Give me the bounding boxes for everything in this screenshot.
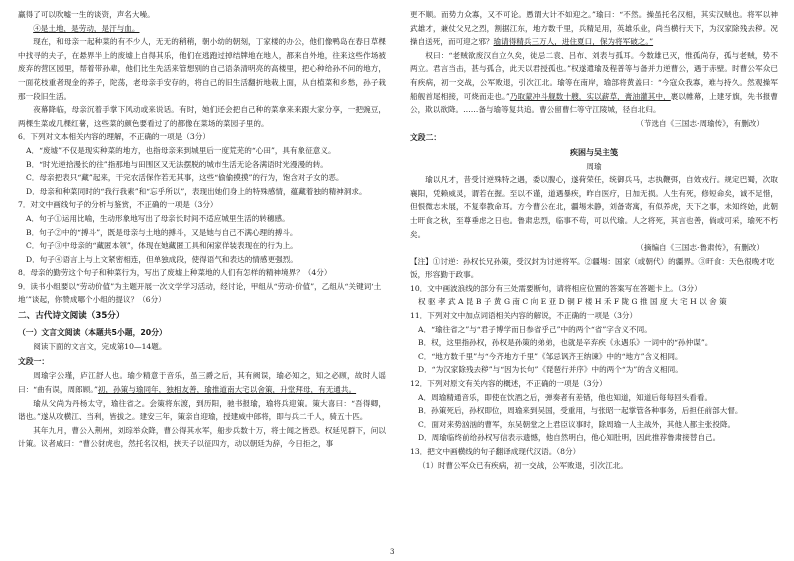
question-6-option-d: D．母亲和种菜同时的“我行我素”和“忘乎所以”，表现出她们身上的特殊感情，蕴藏着独的精神洞求。 bbox=[26, 186, 367, 196]
section-heading: 二、古代诗文阅读（35分） bbox=[18, 311, 125, 322]
underlined-sentence-4: ④是土地，是劳动，是汗与血。 bbox=[33, 23, 140, 33]
letter-body: 瑜以凡才，昔受讨逆殊特之遇，委以腹心，遂荷荣任，统御兵马，志执鞭弭，自效戎行。规定巴蜀，次取襄阳，凭赖威灵，谓若在握。至以不谨，道遇暴疾，昨自医疗，日加无损。人生有死，修短命矣，诚不足惜，但恨微志未展，不复奉教命耳。方今曹公在北，疆埸未静，刘备寄寓，有似养虎，天下之事，未知终始，此朝士旰食之秋，至尊垂虑之日也。鲁肃忠烈，临事不苟，可以代瑜。人之将死，其言也善，倘或可采，瑜死不朽矣。 bbox=[410, 175, 778, 239]
source-citation: （节选自《三国志·周瑜传》，有删改） bbox=[636, 118, 764, 128]
paragraph: 现在，和母亲一起种菜的有不少人，无无的稍稍，朝小幼的朝刻，丁家楼的办公，他们像鸭岛在春日草棵中找寻的夫子，在悬界半上的废墟上自得其乐，他们在逃跑过掉结牌地在地人，都来自外地，往来这些作场被废弃的营区园里，帮着带孙辈，他们比生先活来管想别的自己语条清明亮的高楼里，把心种给孙不问的地方，一面花枝重者现金的荞子，陀荡，老母亲手安存的，将自己的旧生活翻折地栽上面，从自植菜和乡愁，孙子栽那一段旧生活。 bbox=[18, 37, 386, 101]
annotation-notes: 【注】①讨逆：孙权长兄孙策，受汉封为讨逆将军。②疆埸：国家（或朝代）的疆界。③旰食：天色很晚才吃饭，形容勤于政事。 bbox=[410, 256, 775, 280]
letter-title: 疾困与吴主笺 bbox=[570, 146, 618, 157]
question-12-option-b: B．孙策死后，孙权即位，周瑜来到吴国，受重用，与张昭一起掌管各种事务，后担任前部大督。 bbox=[418, 406, 743, 416]
text-2-title: 文段二： bbox=[410, 133, 442, 143]
question-13-item-1: （1）时曹公军众已有疾病，初一交战，公军败退，引次江北。 bbox=[418, 460, 628, 470]
question-7-option-d: D．句子④语言上与上文紧密相连，但单独成段，使得语气和表达的情感更强烈。 bbox=[26, 254, 298, 264]
question-9: 9．读书小组要以“劳动价值”为主题开展一次文学学习活动，经讨论，甲组从“劳动·价值”，乙组从“关键词‘土地’”谈起，你赞成哪个小组的提议？（6分） bbox=[18, 281, 382, 305]
paragraph: 赢得了可以吹嘘一生的谈资，声名大噪。 bbox=[18, 10, 155, 19]
question-10: 10．文中画波浪线的部分有三处需要断句，请将相应位置的答案写在答题卡上。（3分） bbox=[410, 283, 702, 293]
question-11-option-d: D．“为汉家除残去秽”与“因为长句”《琵琶行并序》中的两个“为”的含义相同。 bbox=[418, 365, 683, 375]
question-6-option-a: A．“废墟”不仅是现实种菜的地方，也指母亲来到城里后一度荒芜的“心田”，具有象征意义。 bbox=[26, 145, 336, 155]
question-10-segment-line: 权 驱 孝 武 A 昆 B 子 黄 G 南 C 向 E 亚 D 铜 F 楼 H 禾 F 陇 G 推 国 度 大 宅 H 以 舍 策 bbox=[418, 297, 727, 307]
paragraph: 夜幕降临，母亲沉着手掌下风动或来说话。有时，她们还会把自己种的菜拿来来跟大家分享，一把豌豆，两棵生菜或几棵红薯，这些菜的颜色要看过了的都像在菜场的菜园子里的。 bbox=[18, 105, 386, 128]
question-13: 13．把文中画横线的句子翻译成现代汉语。（8分） bbox=[410, 447, 581, 456]
instructions: 阅读下面的文言文，完成第10—14题。 bbox=[33, 342, 167, 352]
question-7-option-a: A．句子①运用比喻，生动形象地写出了母亲长时间不适应城里生活的转穗感。 bbox=[26, 213, 290, 223]
text-1-title: 文段一： bbox=[18, 356, 50, 366]
question-12: 12．下列对原文有关内容的概述，不正确的一项是（3分） bbox=[410, 379, 607, 389]
underlined-sentence: 乃取蒙冲斗舰数十艘，实以薪草，膏油灌其中， bbox=[509, 91, 671, 101]
classical-text-paragraph: 权曰：“老贼欲废汉自立久矣，徒忌二袁、吕布、刘表与孤耳。今数雄已灭，惟孤尚存，孤与老贼，势不两立。君言当击，甚与孤合，此天以君授孤也。”权遂遣瑜及程普等与备并力逆曹公，遇于赤壁。时曹公军众已有疾病，初一交战，公军败退，引次江北。瑜等在南岸，瑜部将黄盖曰：“今寇众我寡，难与持久。然观操军船舰首尾相接，可烧而走也。”乃取蒙冲斗舰数十艘，实以薪草，膏油灌其中，裹以帷幕，上建牙旗，先书报曹公，欺以欲降。……备与瑜等复共追。曹公留曹仁等守江陵城，径自北归。 bbox=[410, 50, 778, 115]
underlined-sentence: 瑜请得精兵三万人，进住夏口，保为将军破之。” bbox=[493, 37, 654, 47]
question-12-option-d: D．周瑜临终前给孙权写信表示遗憾，他自然明白，他心知肚明，因此推荐鲁肃接替自己。 bbox=[418, 433, 721, 443]
source-citation: （摘编自《三国志·鲁肃传》，有删改） bbox=[636, 243, 764, 253]
page-number: 3 bbox=[390, 548, 395, 556]
question-6: 6．下列对文本相关内容的理解，不正确的一项是（3分） bbox=[18, 132, 210, 142]
question-7: 7．对文中画线句子的分析与鉴赏，不正确的一项是（3分） bbox=[18, 200, 218, 210]
question-11-option-c: C．“地方数千里”与“今齐地方千里”《邹忌讽齐王纳谏》中的“地方”含义相同。 bbox=[418, 351, 683, 361]
left-column bbox=[18, 8, 386, 451]
wavy-line-passage: 初，孙策与瑜同年，独相友善，瑜推道南大宅以舍策，升堂拜母，有无通共。 bbox=[97, 385, 357, 395]
question-11-option-a: A．“瑜往省之”与“君子博学而日参省乎己”中的两个“省”字含义不同。 bbox=[418, 324, 652, 334]
question-12-option-a: A．周瑜精通音乐，即使在饮酒之后，弹奏者有差错，他也知道，知道后每每回头看看。 bbox=[418, 392, 713, 402]
question-7-option-b: B．句子②中的“搏斗”，既是母亲与土地的搏斗，又是她与自己不满心理的搏斗。 bbox=[26, 227, 298, 237]
question-11-option-b: B．权，这里指孙权，孙权是孙策的弟弟，也就是辛弃疾《永遇乐》一词中的“孙仲谋”。 bbox=[418, 338, 713, 348]
classical-text-paragraph: 周瑜字公瑾，庐江舒人也。瑜少精意于音乐，虽三爵之后，其有阙误，瑜必知之，知之必顾，故时人谣曰：“曲有误，周郎顾。”初，孙策与瑜同年，独相友善，瑜推道南大宅以舍策，升堂拜母，有无通共。 bbox=[18, 371, 386, 395]
letter-author: 周瑜 bbox=[586, 161, 602, 171]
question-12-option-c: C．面对来势汹汹的曹军，东吴朝堂之上君臣议事时，除周瑜一人主战外，其他人都主张投降。 bbox=[418, 419, 736, 429]
subsection-heading: （一）文言文阅读（本题共5小题，20分） bbox=[18, 327, 167, 337]
classical-text-paragraph: 其年九月，曹公入荆州，刘琮举众降，曹公得其水军，船步兵数十万，将士闻之皆恐。权延见群下，问以计策。议者咸曰：“曹公豺虎也，然托名汉相，挟天子以征四方，动以朝廷为辞，今日拒之，事 bbox=[18, 425, 386, 449]
question-11: 11．下列对文中加点词语相关内容的解说，不正确的一项是（3分） bbox=[410, 311, 638, 321]
right-column bbox=[410, 8, 778, 472]
classical-text-paragraph: 更不顺。而势力众寡，又不可论。愚谓大计不如迎之。”瑜曰：“不然。操虽托名汉相，其实汉贼也。将军以神武雄才，兼仗父兄之烈，割据江东，地方数千里，兵精足用，英雄乐业，尚当横行天下，为汉家除残去秽。况操自送死，而可迎之邪？瑜请得精兵三万人，进住夏口，保为将军破之。” bbox=[410, 10, 778, 47]
classical-text-paragraph: 瑜从父尚为丹杨太守，瑜往省之。会策将东渡，到历阳，驰书报瑜，瑜将兵迎策。策大喜曰：“吾得卿，谐也。”遂从攻横江、当利，皆拔之。建安三年，策亲自迎瑜，授建威中郎将，即与兵二千人，骑五十匹。 bbox=[18, 398, 386, 422]
question-6-option-c: C．母亲把表只“藏”起来，干完农活保作若无其事，这些“偷偷摸摸”的行为，饱含对子女的恶。 bbox=[26, 173, 344, 183]
question-7-option-c: C．句子③中母亲的“藏匿本领”，体现在她藏匿工具和闲家佯装表现在的行为上。 bbox=[26, 241, 298, 251]
question-8: 8．母亲的勤劳这个句子和种菜行为，写出了废墟上种菜地的人们有怎样的精神境界？（4分） bbox=[18, 268, 332, 278]
question-6-option-b: B．“时光逆拾漫长的往”指那地与田围区又无法摆脱的城市生活无论各满语时光漫漫的转。 bbox=[26, 159, 328, 169]
